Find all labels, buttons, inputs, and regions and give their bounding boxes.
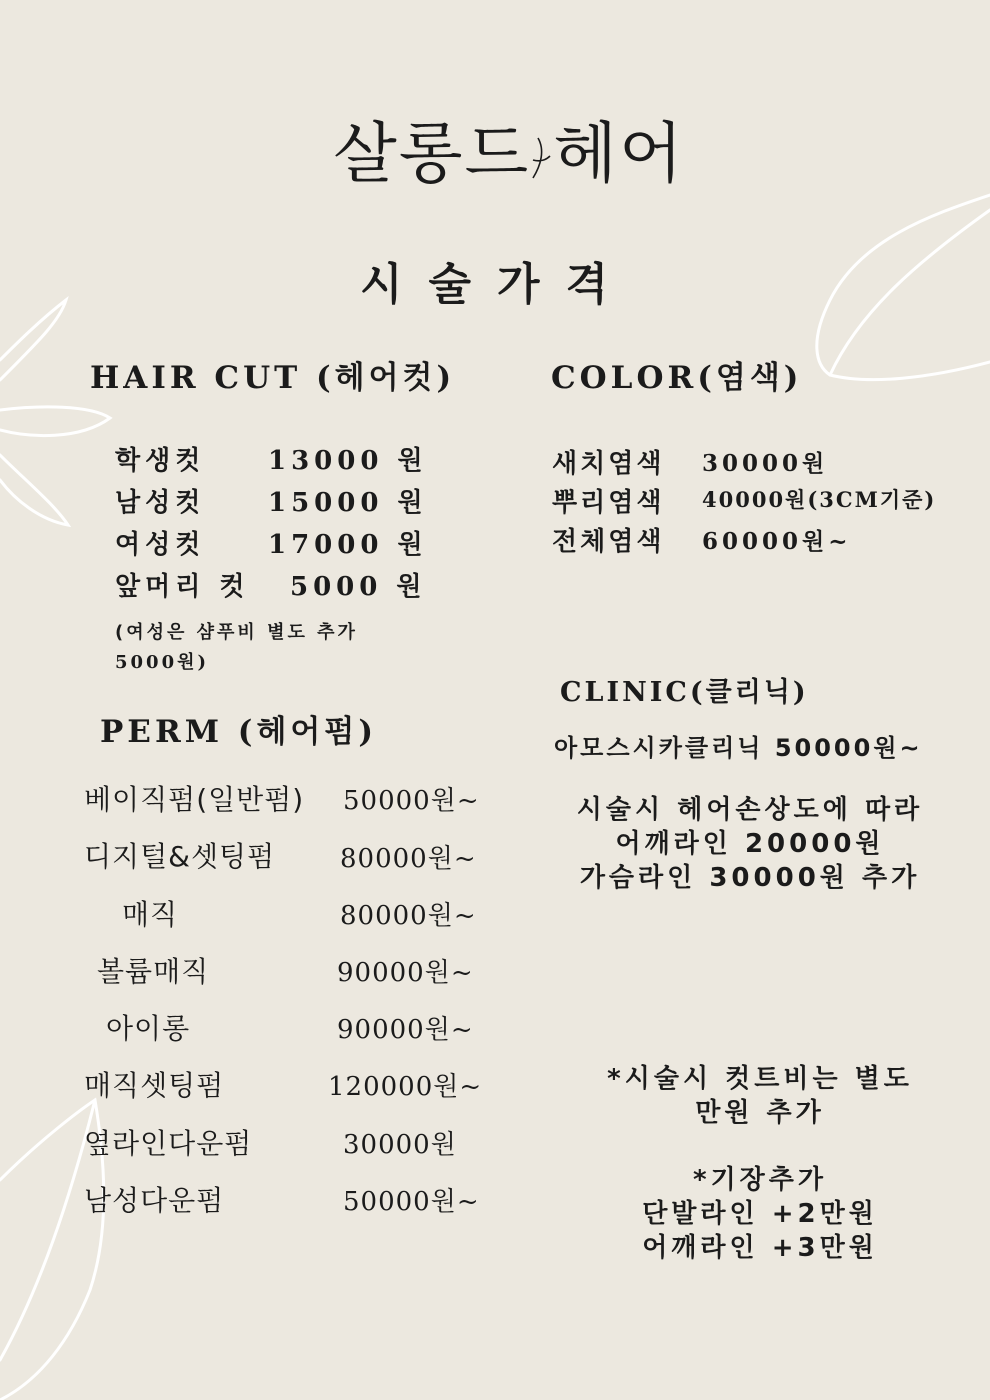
perm-item-name: 매직셋팅펌 [84,1069,225,1102]
perm-item-price: 80000원~ [340,901,477,931]
perm-item-name: 디지털&셋팅펌 [84,840,276,873]
perm-item-price: 50000원~ [343,1187,480,1217]
haircut-note-line: 5000원) [115,652,210,673]
perm-item-name: 아이롱 [106,1012,191,1045]
cut-fee-note-line: 만원 추가 [695,1098,825,1128]
perm-item-price: 50000원~ [343,786,480,816]
haircut-item-price: 13000 원 [268,446,428,476]
haircut-item-price: 5000 원 [290,572,427,602]
clinic-note [545,793,955,895]
clinic-item: 아모스시카클리닉 50000원~ [554,734,923,762]
price-list-subtitle: 시술가격 [360,259,635,310]
length-extra-line: *기장추가 [692,1165,828,1195]
length-extra-line: 어깨라인 +3만원 [642,1233,878,1263]
haircut-item-name: 학생컷 [115,446,206,476]
clinic-note-line: 가슴라인 30000원 추가 [579,863,921,893]
perm-heading: PERM (헤어펌) [100,714,377,750]
perm-item-name: 매직 [122,898,179,931]
haircut-item-name: 앞머리 컷 [115,572,250,602]
perm-item-name: 베이직펌(일반펌) [84,783,305,816]
perm-item-price: 30000원 [343,1130,457,1160]
color-item-name: 뿌리염색 [552,488,665,518]
perm-item-name: 볼륨매직 [97,955,210,988]
haircut-item-price: 15000 원 [268,488,428,518]
perm-item-price: 80000원~ [340,844,477,874]
haircut-heading: HAIR CUT (헤어컷) [90,360,456,396]
haircut-item-name: 남성컷 [115,488,206,518]
color-item-price: 40000원(3CM기준) [702,487,937,512]
haircut-item-price: 17000 원 [268,530,428,560]
clinic-heading: CLINIC(클리닉) [560,677,809,708]
haircut-item-name: 여성컷 [115,530,206,560]
perm-item-name: 남성다운펌 [84,1184,225,1217]
color-item-price: 60000원~ [702,528,852,555]
cut-fee-note-line: *시술시 컷트비는 별도 [607,1064,913,1094]
cut-fee-note [555,1062,965,1130]
color-heading: COLOR(염색) [551,360,803,396]
perm-item-name: 옆라인다운펌 [84,1127,253,1160]
color-item-name: 새치염색 [552,449,665,479]
perm-item-price: 90000원~ [337,1015,474,1045]
haircut-note-line: (여성은 샴푸비 별도 추가 [115,622,358,643]
salon-title: 살롱드 헤어 [333,115,685,192]
perm-item-price: 90000원~ [337,958,474,988]
perm-item-price: 120000원~ [328,1072,483,1102]
clinic-note-line: 어깨라인 20000원 [615,829,885,859]
length-extra-line: 단발라인 +2만원 [642,1199,878,1229]
color-item-name: 전체염색 [552,527,665,557]
length-extra-note [555,1163,965,1265]
clinic-note-line: 시술시 헤어손상도에 따라 [576,795,924,825]
color-item-price: 30000원 [702,450,829,477]
